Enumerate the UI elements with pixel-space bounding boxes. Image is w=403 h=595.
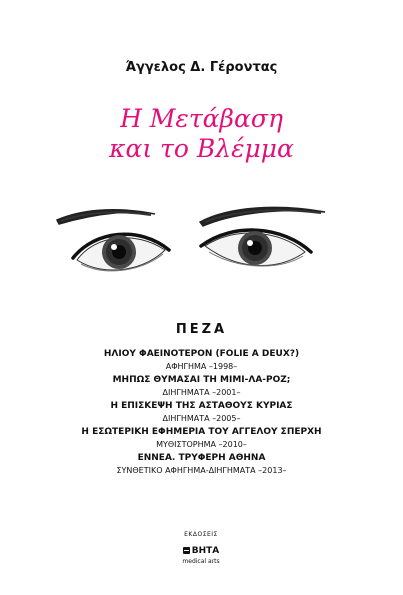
publisher-logo [180, 531, 222, 566]
publisher-label: ΕΚΔΟΣΕΙΣ [184, 531, 218, 538]
left-eye [73, 234, 169, 271]
book-title-line-2: και το Βλέμμα [109, 134, 294, 163]
work-item [0, 400, 403, 424]
work-title: Η ΕΠΙΣΚΕΨΗ ΤΗΣ ΑΣΤΑΘΟΥΣ ΚΥΡΙΑΣ [110, 401, 293, 411]
work-title: ΗΛΙΟΥ ΦΑΕΙΝΟΤΕΡΟΝ (FOLIE A DEUX?) [103, 349, 300, 359]
work-genre: ΔΙΗΓΗΜΑΤΑ –2005– [162, 414, 241, 423]
publisher-name-row [183, 546, 220, 556]
eyes-illustration [55, 200, 350, 300]
prose-heading: ΠΕΖΑ [175, 322, 228, 337]
publisher-tagline: medical arts [182, 558, 220, 565]
work-genre: ΣΥΝΘΕΤΙΚΟ ΑΦΗΓΗΜΑ-ΔΙΗΓΗΜΑΤΑ –2013– [116, 466, 287, 475]
work-title: ΜΗΠΩΣ ΘΥΜΑΣΑΙ ΤΗ ΜΙΜΙ-ΛΑ-ΡΟΖ; [112, 375, 291, 385]
works-list [0, 348, 403, 478]
right-eye [201, 230, 311, 266]
author-name: Άγγελος Δ. Γέροντας [125, 60, 278, 75]
book-title-line-1: Η Μετάβαση [120, 104, 283, 133]
work-title: ΕΝΝΕΑ. ΤΡΥΦΕΡΗ ΑΘΗΝΑ [137, 453, 266, 463]
work-item [0, 348, 403, 372]
book-title [0, 104, 403, 164]
work-genre: ΑΦΗΓΗΜΑ –1998– [165, 362, 238, 371]
work-item [0, 452, 403, 476]
work-item [0, 374, 403, 398]
work-item [0, 426, 403, 450]
publisher-name: ΒΗΤΑ [191, 545, 220, 556]
work-title: Η ΕΣΩΤΕΡΙΚΗ ΕΦΗΜΕΡΙΑ ΤΟΥ ΑΓΓΕΛΟΥ ΣΠΕΡΧΗ [81, 427, 322, 437]
work-genre: ΔΙΗΓΗΜΑΤΑ –2001– [162, 388, 241, 397]
work-genre: ΜΥΘΙΣΤΟΡΗΜΑ –2010– [156, 440, 247, 449]
publisher-mark-icon [183, 547, 190, 554]
